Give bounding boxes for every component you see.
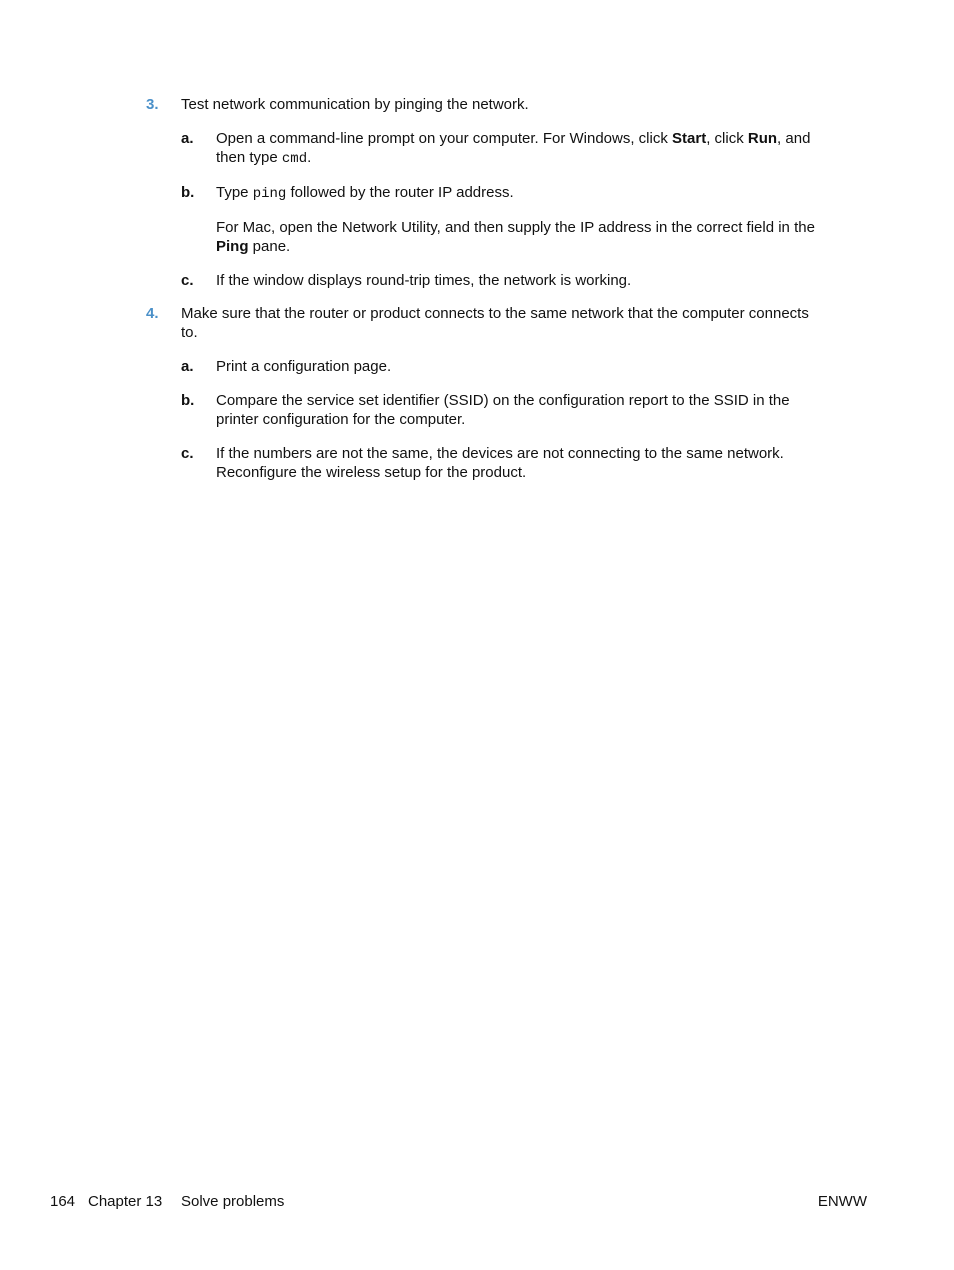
step-4c-label: c. [181,445,194,462]
step-3c-text: If the window displays round-trip times, the network is working. [216,272,632,289]
ping-term: Ping [216,238,249,255]
step-4a-text: Print a configuration page. [216,358,392,375]
text-span: followed by the router IP address. [286,184,514,201]
mac-note-line-2 [216,237,876,256]
text-span: pane. [248,238,291,255]
step-3a-line-1 [216,129,876,148]
text-span: then type [216,149,282,166]
cmd-code: cmd [281,151,308,167]
footer-page-number: 164 [50,1193,76,1210]
step-4b-text [216,391,876,429]
text-span: , and [777,130,811,147]
step-3-number: 3. [146,96,159,113]
step-4c-line-1: If the numbers are not the same, the devices are not connecting to the same network. [216,445,784,462]
footer-chapter: Chapter 13 [88,1193,163,1210]
step-3a-text [216,129,876,169]
text-span: . [307,149,312,166]
start-term: Start [672,130,707,147]
step-3a-label: a. [181,130,194,147]
step-4-number: 4. [146,305,159,322]
step-4-text [181,304,881,342]
step-3b-text [216,183,514,204]
step-3b-mac-note [216,218,876,256]
step-4c-line-2: Reconfigure the wireless setup for the product. [216,464,527,481]
ping-code: ping [252,186,287,202]
step-3c-label: c. [181,272,194,289]
mac-note-line-1: For Mac, open the Network Utility, and then supply the IP address in the correct field in the [216,219,815,236]
footer-section: Solve problems [181,1193,285,1210]
step-4b-line-1: Compare the service set identifier (SSID) on the configuration report to the SSID in the [216,392,790,409]
step-4a-label: a. [181,358,194,375]
step-4b-label: b. [181,392,195,409]
step-4-line-1: Make sure that the router or product connects to the same network that the computer connects [181,305,809,322]
step-4b-line-2: printer configuration for the computer. [216,411,466,428]
step-3b-label: b. [181,184,195,201]
step-3-text: Test network communication by pinging the network. [181,96,529,113]
run-term: Run [747,130,778,147]
step-3a-line-2 [216,148,876,169]
text-span: , click [706,130,748,147]
step-4-line-2: to. [181,324,198,341]
footer-enww: ENWW [817,1193,867,1210]
step-4c-text [216,444,876,482]
text-span: Type [216,184,253,201]
text-span: Open a command-line prompt on your computer. For Windows, click [216,130,673,147]
